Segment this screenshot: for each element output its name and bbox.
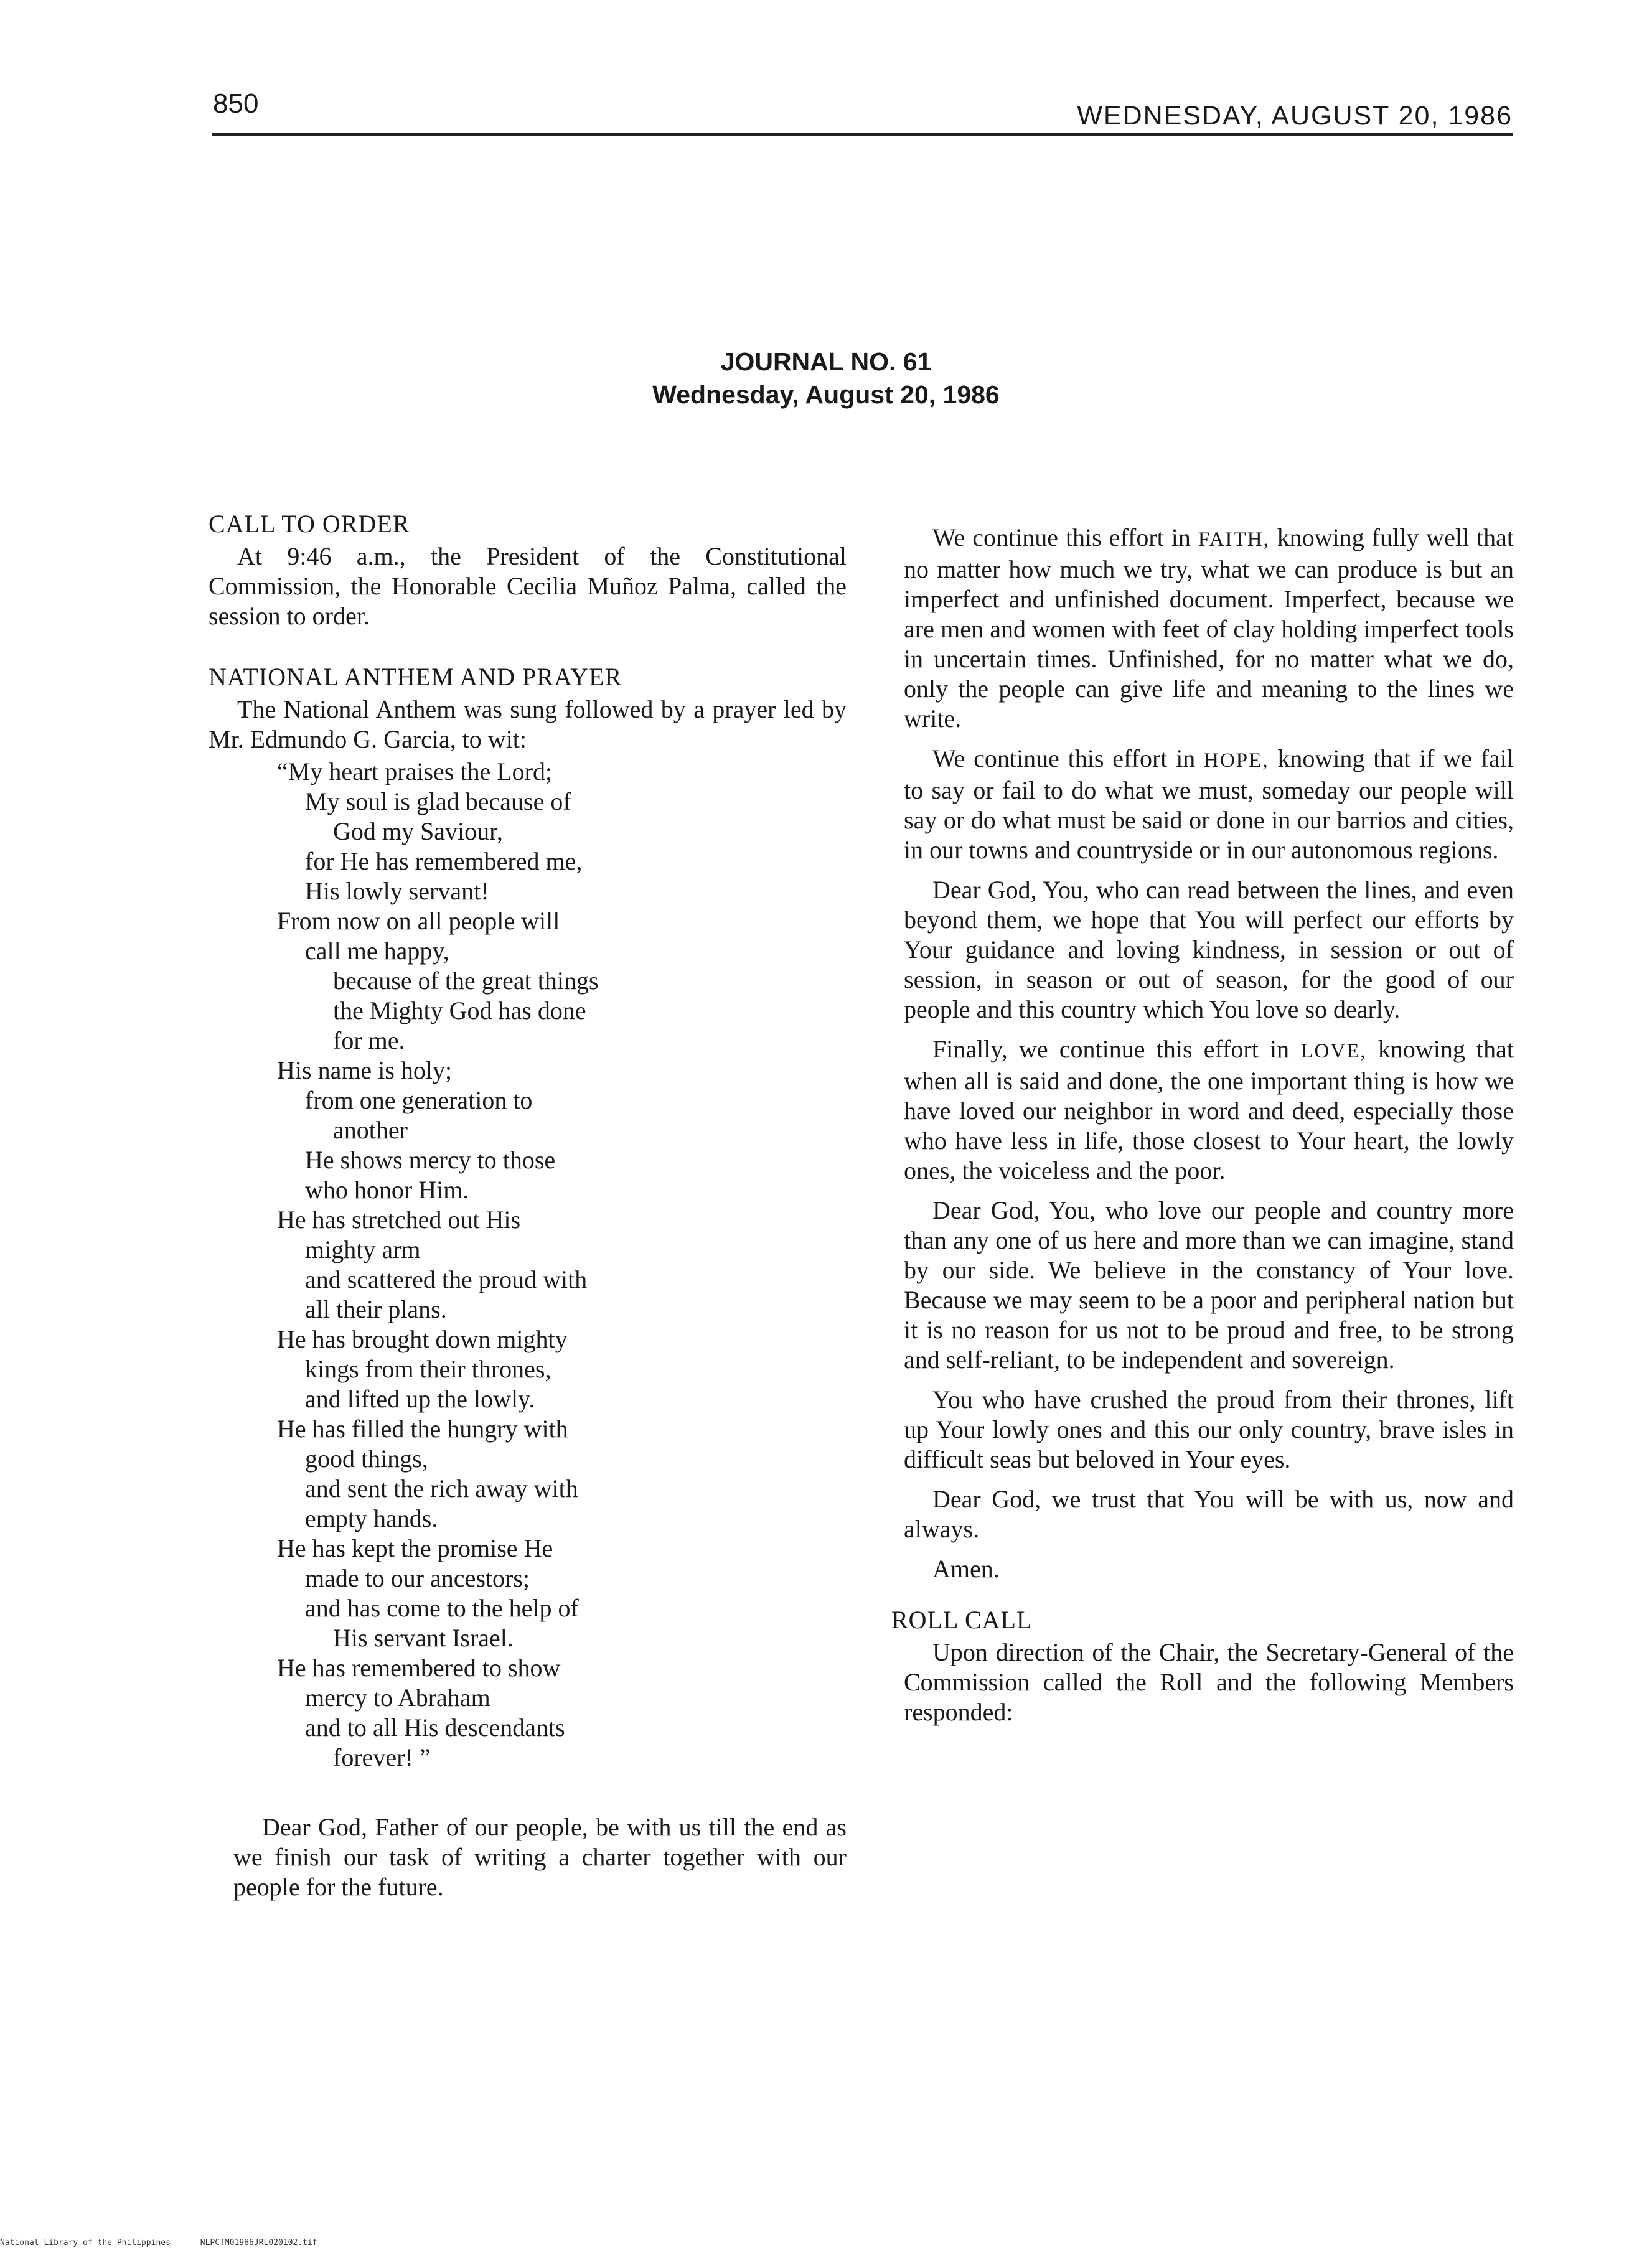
poem-line: for He has remembered me, bbox=[305, 847, 583, 875]
paragraph-text: You who have crushed the proud from their thrones, lift up Your lowly ones and this our only country, brave isles in difficult seas but beloved in Your eyes. bbox=[904, 1385, 1514, 1473]
virtue-keyword: FAITH, bbox=[1198, 528, 1270, 551]
running-header-date: WEDNESDAY, AUGUST 20, 1986 bbox=[1077, 101, 1513, 131]
poem-line: and lifted up the lowly. bbox=[305, 1385, 535, 1413]
prayer-paragraph bbox=[904, 1385, 1514, 1474]
poem-line: who honor Him. bbox=[305, 1176, 469, 1204]
left-column bbox=[209, 509, 847, 1902]
roll-call-text: Upon direction of the Chair, the Secretary-General of the Commission called the Roll and the following Members responded: bbox=[904, 1638, 1514, 1726]
paragraph-text: We continue this effort in bbox=[932, 744, 1196, 772]
poem-line: empty hands. bbox=[305, 1504, 438, 1532]
poem-line: He has brought down mighty bbox=[277, 1325, 568, 1353]
poem-line: He shows mercy to those bbox=[305, 1146, 556, 1174]
call-to-order-text: At 9:46 a.m., the President of the Constitutional Commission, the Honorable Cecilia Muñoz Palma, called the session to order. bbox=[209, 542, 847, 630]
paragraph-text: knowing fully well that no matter how much we try, what we can produce is but an imperfect and unfinished document. Imperfect, because we are men and women with feet of clay holding imperfect tools in uncertain times. Unfinished, for no matter what we do, only the people can give life and meaning to the lines we write. bbox=[904, 523, 1514, 733]
poem-line: From now on all people will bbox=[277, 907, 560, 935]
prayer-paragraph bbox=[904, 1196, 1514, 1375]
amen-line: Amen. bbox=[932, 1555, 1000, 1583]
right-column bbox=[891, 523, 1514, 1737]
virtue-keyword: HOPE, bbox=[1204, 749, 1269, 772]
prayer-paragraph bbox=[904, 875, 1514, 1024]
journal-title: JOURNAL NO. 61 bbox=[720, 347, 932, 376]
poem-line: God my Saviour, bbox=[333, 817, 503, 845]
poem-line: His servant Israel. bbox=[333, 1624, 514, 1652]
header-rule bbox=[212, 133, 1513, 136]
poem-line: He has remembered to show bbox=[277, 1654, 561, 1682]
prayer-paragraph bbox=[904, 523, 1514, 734]
poem-line: mercy to Abraham bbox=[305, 1684, 490, 1712]
poem-line: the Mighty God has done bbox=[333, 996, 586, 1024]
poem-line: He has stretched out His bbox=[277, 1206, 521, 1234]
poem-line: His lowly servant! bbox=[305, 877, 489, 905]
scan-footer bbox=[0, 2238, 342, 2248]
poem-line: all their plans. bbox=[305, 1295, 447, 1323]
prayer-continuation bbox=[904, 523, 1514, 1544]
roll-call-heading: ROLL CALL bbox=[891, 1606, 1033, 1634]
poem-line: made to our ancestors; bbox=[305, 1564, 530, 1592]
poem-line: from one generation to bbox=[305, 1086, 533, 1114]
poem-line: He has filled the hungry with bbox=[277, 1415, 568, 1443]
journal-date: Wednesday, August 20, 1986 bbox=[652, 380, 1000, 409]
journal-heading bbox=[0, 345, 1652, 411]
prayer-poem bbox=[209, 757, 847, 1773]
paragraph-text: Dear God, we trust that You will be with us, now and always. bbox=[904, 1485, 1514, 1543]
poem-line: another bbox=[333, 1116, 408, 1144]
paragraph-text: Dear God, You, who can read between the lines, and even beyond them, we hope that You will perfect our efforts by Your guidance and loving kindness, in session or out of session, in season or out of season, for the good of our people and this country which You love so dearly. bbox=[904, 876, 1514, 1023]
poem-line: His name is holy; bbox=[277, 1056, 453, 1084]
virtue-keyword: LOVE, bbox=[1300, 1040, 1367, 1062]
poem-line: for me. bbox=[333, 1026, 405, 1054]
poem-line: and has come to the help of bbox=[305, 1594, 579, 1622]
poem-line: “My heart praises the Lord; bbox=[277, 757, 553, 785]
paragraph-text: knowing that when all is said and done, the one important thing is how we have loved our neighbor in word and deed, especially those who have less in life, those closest to Your heart, the lowly ones, the voiceless and the poor. bbox=[904, 1035, 1514, 1184]
poem-line: because of the great things bbox=[333, 967, 599, 995]
poem-line: and to all His descendants bbox=[305, 1713, 565, 1741]
anthem-heading: NATIONAL ANTHEM AND PRAYER bbox=[209, 663, 622, 691]
paragraph-text: Dear God, You, who love our people and country more than any one of us here and more than we can imagine, stand by our side. We believe in the constancy of Your love. Because we may seem to be a poor and peripheral nation but it is no reason for us not to be proud and free, to be strong and self-reliant, to be independent and sovereign. bbox=[904, 1196, 1514, 1374]
call-to-order-heading: CALL TO ORDER bbox=[209, 510, 410, 538]
paragraph-text: Finally, we continue this effort in bbox=[932, 1035, 1290, 1063]
prayer-paragraph bbox=[904, 1484, 1514, 1544]
footer-filename: NLPCTM01986JRL020102.tif bbox=[200, 2238, 317, 2248]
poem-line: call me happy, bbox=[305, 937, 449, 965]
prayer-paragraph bbox=[904, 1034, 1514, 1186]
poem-line: and scattered the proud with bbox=[305, 1265, 588, 1293]
paragraph-text: We continue this effort in bbox=[932, 523, 1191, 551]
page-number: 850 bbox=[213, 88, 259, 119]
anthem-text: The National Anthem was sung followed by a prayer led by Mr. Edmundo G. Garcia, to wit: bbox=[209, 695, 847, 753]
poem-line: kings from their thrones, bbox=[305, 1355, 551, 1383]
poem-line: forever! ” bbox=[333, 1743, 431, 1771]
prayer-closing: Dear God, Father of our people, be with us till the end as we finish our task of writing a charter together with our people for the future. bbox=[233, 1813, 847, 1901]
footer-library: National Library of the Philippines bbox=[0, 2238, 171, 2248]
poem-line: He has kept the promise He bbox=[277, 1534, 553, 1562]
paragraph-text: knowing that if we fail to say or fail to do what we must, someday our people will say or do what must be said or done in our barrios and cities, in our towns and countryside or in our autonomous regions. bbox=[904, 744, 1514, 864]
poem-line: and sent the rich away with bbox=[305, 1474, 578, 1502]
poem-line: good things, bbox=[305, 1445, 428, 1473]
poem-line: My soul is glad because of bbox=[305, 787, 571, 815]
prayer-paragraph bbox=[904, 744, 1514, 865]
poem-line: mighty arm bbox=[305, 1235, 421, 1263]
